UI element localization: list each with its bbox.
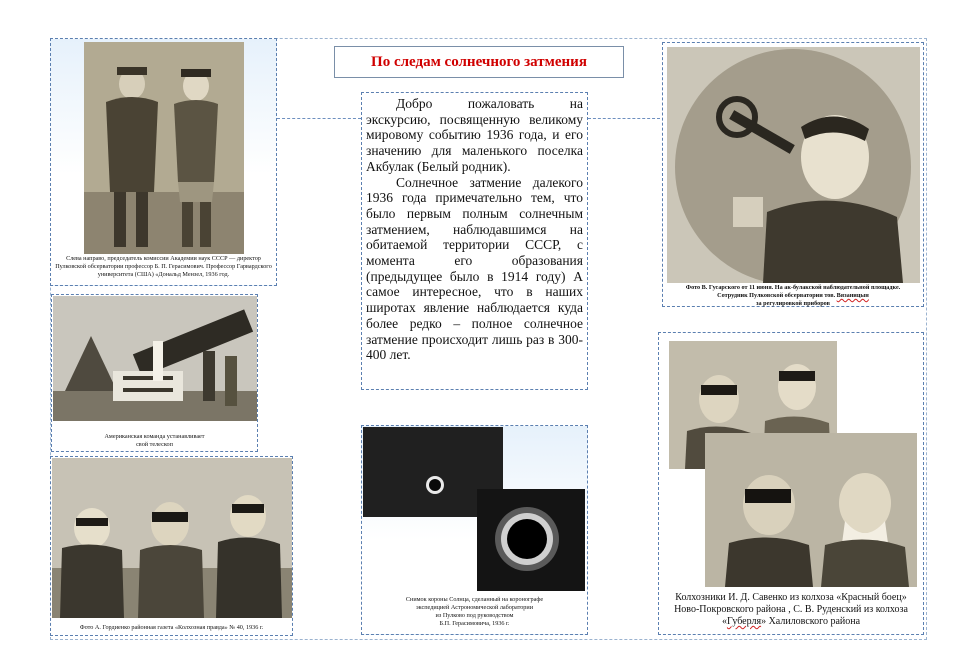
caption-telescope-2: свой телескоп <box>136 441 173 448</box>
photo-box-observers[interactable] <box>50 456 293 636</box>
photo-farmers-bottom <box>705 433 917 587</box>
photo-box-commission[interactable] <box>50 38 277 286</box>
photo-observers-glasses <box>52 458 292 618</box>
caption-farmers-3 <box>663 616 919 629</box>
caption-observers: Фото А. Гордиенко районная газета «Колхозная правда» № 40, 1936 г. <box>79 624 264 631</box>
guide-line <box>277 118 361 119</box>
photo-pulkovo-worker <box>667 47 920 283</box>
caption-pulkovo-1: Фото В. Гусарского от 11 июня. На ак-булакской наблюдательной площадке. <box>685 284 901 291</box>
photo-box-pulkovo-worker[interactable] <box>662 42 924 307</box>
caption-corona-2: экспедицией Астрономической лаборатории <box>415 604 534 611</box>
caption-pulkovo-2 <box>667 292 919 300</box>
caption-farmers-2: Ново-Покровского района , С. В. Руденский из колхоза <box>674 604 908 615</box>
caption-farmers-kolkhoz: Губерля <box>726 616 762 627</box>
caption-pulkovo-name: Вязаницын <box>836 292 869 299</box>
caption-corona-3: из Пулково под руководством <box>435 612 514 619</box>
caption-farmers-1: Колхозники И. Д. Савенко из колхоза «Красный боец» <box>675 592 907 603</box>
photo-box-farmers[interactable] <box>658 332 924 635</box>
caption-corona-1: Снимок короны Солнца, сделанный на коронографе <box>405 596 544 603</box>
intro-paragraph-2: Солнечное затмение далекого 1936 года примечательно тем, что было первым полным солнечным затмением, наблюдавшимся на обитаемой территории СССР, с момента его образования (предыдущее было в 1914 году) А самое интересное, что в наших широтах явление наблюдается куда более редко – полное солнечное затмение происходит лишь раз в 300-400 лет. <box>366 174 583 363</box>
photo-box-corona[interactable] <box>361 425 588 635</box>
caption-pulkovo-3: за регулировкой приборов <box>756 300 830 307</box>
guide-line <box>588 118 660 119</box>
caption-pulkovo-2-text: Сотрудник Пулковской обсерватории тов. <box>717 292 836 299</box>
caption-telescope-1: Американская команда устанавливает <box>104 433 205 440</box>
photo-american-telescope <box>53 296 257 421</box>
intro-text-box[interactable] <box>361 92 588 390</box>
caption-farmers-3-open: « <box>721 616 727 627</box>
intro-paragraph-1: Добро пожаловать на экскурсию, посвященную великому мировому событию 1936 года, и его значению для маленького поселка Акбулак (Белый родник). <box>366 96 583 174</box>
page-title[interactable]: По следам солнечного затмения <box>334 46 624 78</box>
photo-corona-large <box>477 489 585 591</box>
caption-corona-4: Б.П. Герасимовича, 1936 г. <box>439 620 510 627</box>
caption-farmers-3-rest: » Халиловского района <box>761 616 861 627</box>
photo-commission-members <box>84 42 244 254</box>
photo-box-telescope[interactable] <box>51 294 258 452</box>
caption-commission: Слева направо, председатель комиссии Академии наук СССР — директор Пулковской обсерватории профессор Б. П. Герасимович. Профессор Гарвардского университета (США) «Дональд Мензел, 1936 год. <box>55 255 272 278</box>
